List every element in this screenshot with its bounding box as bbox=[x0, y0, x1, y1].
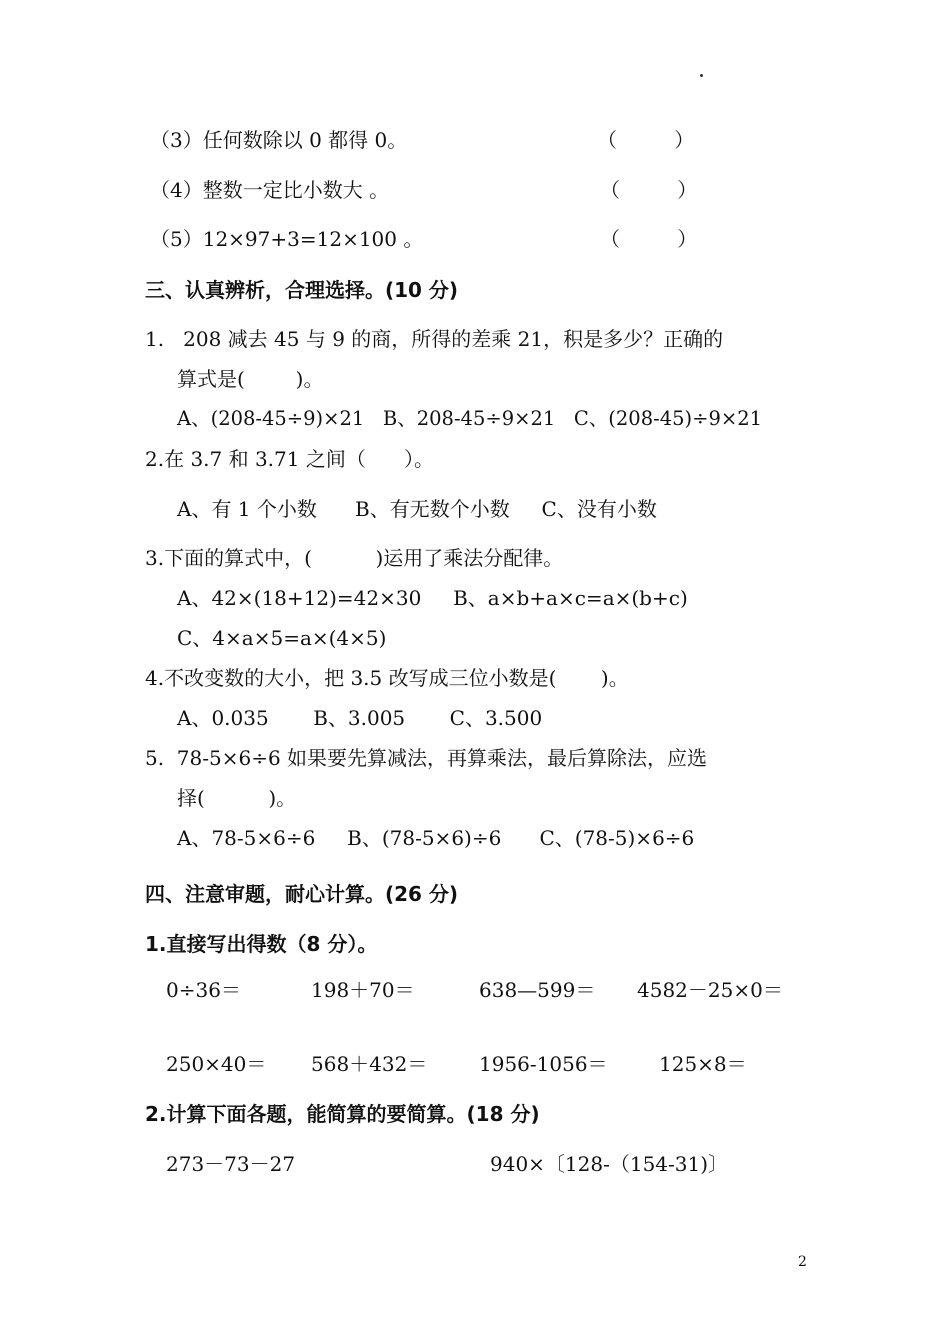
question-2: 2.在 3.7 和 3.71 之间（ ）。 bbox=[145, 447, 434, 471]
oral-calc-7: 1956-1056＝ bbox=[479, 1052, 608, 1076]
section-3-title: 三、认真辨析，合理选择。(10 分) bbox=[145, 278, 459, 302]
section-4-sub-2: 2.计算下面各题，能简算的要简算。(18 分) bbox=[145, 1102, 540, 1126]
oral-calc-8: 125×8＝ bbox=[659, 1052, 747, 1076]
question-2-options: A、有 1 个小数 B、有无数个小数 C、没有小数 bbox=[177, 497, 657, 521]
oral-calc-2: 198＋70＝ bbox=[311, 978, 415, 1002]
question-3: 3.下面的算式中，( )运用了乘法分配律。 bbox=[145, 546, 564, 570]
judge-item-4: （4）整数一定比小数大 。 bbox=[150, 178, 390, 202]
question-5-options: A、78-5×6÷6 B、(78-5×6)÷6 C、(78-5)×6÷6 bbox=[177, 826, 695, 850]
oral-calc-5: 250×40＝ bbox=[166, 1052, 267, 1076]
page-number: 2 bbox=[798, 1254, 807, 1270]
answer-blank-3[interactable]: （ ） bbox=[597, 128, 695, 152]
judge-item-3: （3）任何数除以 0 都得 0。 bbox=[150, 128, 408, 152]
oral-calc-3: 638—599＝ bbox=[479, 978, 596, 1002]
oral-calc-6: 568＋432＝ bbox=[311, 1052, 428, 1076]
question-1: 1. 208 减去 45 与 9 的商，所得的差乘 21，积是多少？正确的 bbox=[145, 327, 724, 351]
section-4-sub-1: 1.直接写出得数（8 分）。 bbox=[145, 932, 378, 956]
answer-blank-5[interactable]: （ ） bbox=[600, 227, 698, 251]
question-4-options: A、0.035 B、3.005 C、3.500 bbox=[177, 706, 543, 730]
question-5: 5. 78-5×6÷6 如果要先算减法，再算乘法，最后算除法，应选 bbox=[145, 746, 708, 770]
calc-item-1: 273－73－27 bbox=[166, 1152, 296, 1176]
question-3-options-c: C、4×a×5=a×(4×5) bbox=[177, 626, 387, 650]
oral-calc-1: 0÷36＝ bbox=[166, 978, 241, 1002]
oral-calc-4: 4582－25×0＝ bbox=[637, 978, 783, 1002]
page-dot bbox=[700, 74, 703, 77]
question-4: 4.不改变数的大小，把 3.5 改写成三位小数是( )。 bbox=[145, 666, 629, 690]
question-1-options: A、(208-45÷9)×21 B、208-45÷9×21 C、(208-45)÷9×21 bbox=[177, 407, 763, 430]
question-3-options-a-b: A、42×(18+12)=42×30 B、a×b+a×c=a×(b+c) bbox=[177, 586, 688, 610]
question-5-cont: 择( )。 bbox=[177, 786, 297, 810]
judge-item-5: （5）12×97+3=12×100 。 bbox=[150, 227, 424, 251]
answer-blank-4[interactable]: （ ） bbox=[600, 178, 698, 202]
calc-item-2: 940×〔128-（154-31)〕 bbox=[490, 1152, 729, 1176]
question-1-cont: 算式是( )。 bbox=[177, 367, 324, 391]
section-4-title: 四、注意审题，耐心计算。(26 分) bbox=[145, 882, 459, 906]
